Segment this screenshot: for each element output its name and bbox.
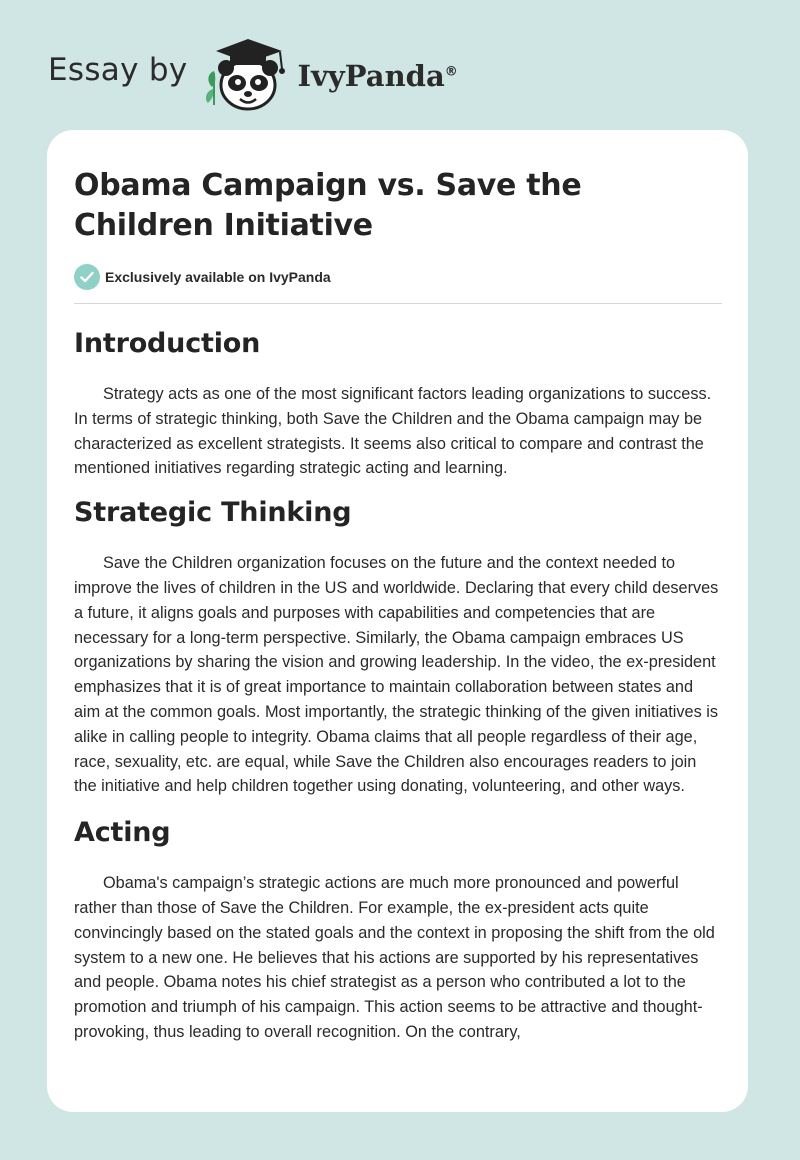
site-header xyxy=(48,34,458,114)
registered-mark: ® xyxy=(444,64,458,80)
essay-content xyxy=(47,166,748,1045)
brand-prefix: Essay by xyxy=(48,52,188,88)
panda-logo-icon[interactable] xyxy=(202,35,294,113)
exclusive-badge-text: Exclusively available on IvyPanda xyxy=(105,269,331,285)
section-paragraph: Strategy acts as one of the most significant factors leading organizations to success. In terms of strategic thinking, both Save the Children and the Obama campaign may be characterized as excellent strategists. It seems also critical to compare and contrast the mentioned initiatives regarding strategic acting and learning. xyxy=(74,385,712,478)
check-circle-icon xyxy=(74,264,100,290)
brand-name[interactable] xyxy=(298,59,458,93)
section-heading: Strategic Thinking xyxy=(74,497,352,529)
section-introduction xyxy=(74,326,722,481)
section-acting xyxy=(74,815,722,1045)
exclusive-badge xyxy=(74,264,722,290)
essay-card xyxy=(47,130,748,1112)
section-heading: Introduction xyxy=(74,328,261,359)
essay-title: Obama Campaign vs. Save the Children Initiative xyxy=(74,168,582,243)
section-heading: Acting xyxy=(74,817,171,849)
section-paragraph: Obama's campaign’s strategic actions are much more pronounced and powerful rather than those of Save the Children. For example, the ex-president acts quite convincingly based on the stated goals and the context in proposing the shift from the old system to a new one. He believes that his actions are supported by his representatives and people. Obama notes his chief strategist as a person who contributed a lot to the promotion and triumph of his campaign. This action seems to be attractive and thought-provoking, thus leading to overall recognition. On the contrary, xyxy=(74,874,715,1041)
section-strategic-thinking xyxy=(74,495,722,799)
brand-name-text: IvyPanda xyxy=(297,59,445,93)
section-paragraph: Save the Children organization focuses on the future and the context needed to improve the lives of children in the US and worldwide. Declaring that every child deserves a future, it aligns goals and purposes with capabilities and competencies that are necessary for a long-term perspective. Similarly, the Obama campaign embraces US organizations by sharing the vision and growing leadership. In the video, the ex-president emphasizes that it is of great importance to maintain collaboration between states and aim at the common goals. Most importantly, the strategic thinking of the given initiatives is alike in calling people to integrity. Obama claims that all people regardless of their age, race, sexuality, etc. are equal, while Save the Children also encourages readers to join the initiative and help children together using donating, volunteering, and other ways. xyxy=(74,554,719,796)
title-divider xyxy=(74,303,722,304)
